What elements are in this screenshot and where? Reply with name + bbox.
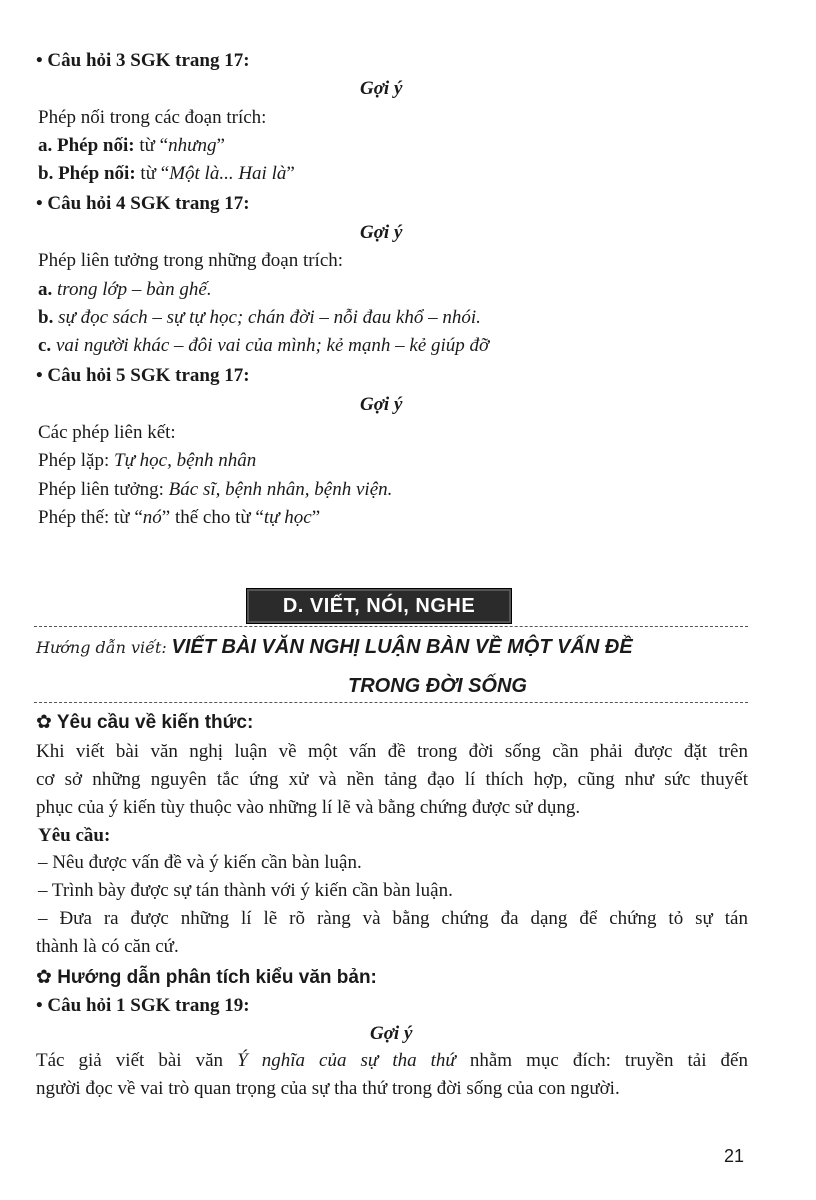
requirement-3a: – Đưa ra được những lí lẽ rõ ràng và bằng chứng đa dạng để chứng tỏ sự tán (38, 908, 748, 929)
q3-item-b: b. Phép nối: từ “Một là... Hai là” (38, 163, 295, 184)
q5-title: • Câu hỏi 5 SGK trang 17: (36, 365, 250, 386)
q4-hint: Gợi ý (360, 222, 403, 243)
guide-title-1: VIẾT BÀI VĂN NGHỊ LUẬN BÀN VỀ MỘT VẤN ĐỀ (171, 636, 633, 658)
section-banner: D. VIẾT, NÓI, NGHE (246, 588, 512, 624)
requirement-2: – Trình bày được sự tán thành với ý kiến cần bàn luận. (38, 880, 453, 901)
divider-bottom (34, 702, 748, 703)
q5-line-association: Phép liên tưởng: Bác sĩ, bệnh nhân, bệnh viện. (38, 479, 393, 500)
q5-hint: Gợi ý (360, 394, 403, 415)
guide-title-2: TRONG ĐỜI SỐNG (348, 675, 527, 697)
requirements-label: Yêu cầu: (38, 825, 111, 846)
requirement-3b: thành là có căn cứ. (36, 936, 179, 957)
analysis-answer-2: người đọc về vai trò quan trọng của sự tha thứ trong đời sống của con người. (36, 1078, 620, 1099)
q4-item-c: c. vai người khác – đôi vai của mình; kẻ mạnh – kẻ giúp đỡ (38, 335, 490, 356)
knowledge-p2: cơ sở những nguyên tắc ứng xử và nền tảng đạo lí thích hợp, cũng như sức thuyết (36, 769, 748, 790)
bullet-icon: • (36, 995, 43, 1016)
q3-hint: Gợi ý (360, 78, 403, 99)
q5-intro: Các phép liên kết: (38, 422, 176, 443)
guide-heading-line1 (36, 636, 633, 659)
knowledge-p3: phục của ý kiến tùy thuộc vào những lí lẽ và bằng chứng được sử dụng. (36, 797, 581, 818)
bullet-icon: • (36, 193, 43, 214)
q5-line-repeat: Phép lặp: Tự học, bệnh nhân (38, 450, 257, 471)
analysis-answer-1: Tác giả viết bài văn Ý nghĩa của sự tha thứ nhằm mục đích: truyền tải đến (36, 1050, 748, 1071)
q3-title: • Câu hỏi 3 SGK trang 17: (36, 50, 250, 71)
q4-item-a: a. trong lớp – bàn ghế. (38, 279, 212, 300)
flower-icon: ✿ (36, 712, 52, 733)
q4-item-b: b. sự đọc sách – sự tự học; chán đời – nỗi đau khổ – nhói. (38, 307, 481, 328)
guide-prefix: Hướng dẫn viết: (36, 638, 167, 657)
page-number: 21 (724, 1146, 745, 1166)
analysis-q1-hint: Gợi ý (370, 1023, 413, 1044)
q5-line-substitution: Phép thế: từ “nó” thế cho từ “tự học” (38, 507, 321, 528)
analysis-heading: ✿ Hướng dẫn phân tích kiểu văn bản: (36, 967, 377, 988)
q4-title: • Câu hỏi 4 SGK trang 17: (36, 193, 250, 214)
bullet-icon: • (36, 365, 43, 386)
knowledge-p1: Khi viết bài văn nghị luận về một vấn đề trong đời sống cần phải được đặt trên (36, 741, 748, 762)
q4-intro: Phép liên tưởng trong những đoạn trích: (38, 250, 344, 271)
analysis-q1-title: • Câu hỏi 1 SGK trang 19: (36, 995, 250, 1016)
requirement-1: – Nêu được vấn đề và ý kiến cần bàn luận. (38, 852, 362, 873)
flower-icon: ✿ (36, 967, 52, 988)
q3-intro: Phép nối trong các đoạn trích: (38, 107, 267, 128)
divider-top (34, 626, 748, 627)
bullet-icon: • (36, 50, 43, 71)
q3-item-a: a. Phép nối: từ “nhưng” (38, 135, 225, 156)
knowledge-heading: ✿ Yêu cầu về kiến thức: (36, 712, 254, 733)
